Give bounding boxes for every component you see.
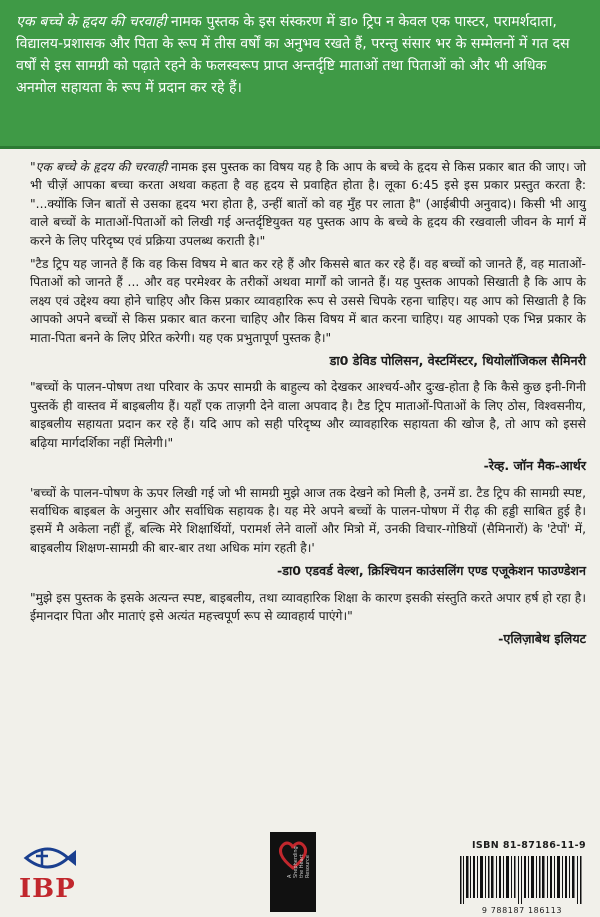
- isbn: ISBN 81-87186-11-9: [471, 840, 586, 851]
- quote-1: "एक बच्चे के हृदय की चरवाही नामक इस पुस्तक का विषय यह है कि आप के बच्चे के हृदय से किस प्रकार बात की जाए। जो भी चीज़ें आपका बच्चा करता अथवा कहता है वह हृदय से प्रवाहित होता है। लूका 6:45 इसे इस प्रकार प्रस्तुत करता है: "...क्योंकि जिन बातों से उसका हृदय भरा होता है, उन्हीं बातों को वह मुँह पर लाता है" (आईबीपी अनुवाद)। किसी भी आयु वाले बच्चों के माताओं-पिताओं को लिखी गई अन्तर्दृष्टियुक्त यह पुस्तक आप के बच्चे के हृदय की रखवाली जीवन के मार्ग में करने के लिए परिदृष्य एवं प्रक्रिया उपलब्ध कराती है।": [30, 160, 587, 248]
- emblem-label: A Shepherding the Heart Resource: [287, 846, 311, 878]
- quote-3: "बच्चों के पालन-पोषण तथा परिवार के ऊपर सामग्री के बाहुल्य को देखकर आश्चर्य-और दुःख-होता है कि कैसे कुछ इनी-गिनी पुस्तकें ही वास्तव में बाइबलीय हैं। यहाँ एक ताज़गी देने वाला अपवाद है। टैड ट्रिप माताओं-पिताओं के लिए ठोस, विश्वसनीय, बाइबलीय सहायता प्रदान कर रहे हैं। यदि आप को सही परिदृष्य और व्यावहारिक सहायता की खोज है, तो आप को इससे बढ़िया मार्गदर्शिका नहीं मिलेगी।": [30, 380, 586, 450]
- quote-4-text: बच्चों के पालन-पोषण के ऊपर लिखी गई जो भी सामग्री मुझे आज तक देखने को मिली है, उनमें डा. टैड ट्रिप की सामग्री स्पष्ट, सर्वाधिक बाइबल के अनुसार और सर्वाधिक सहायक है। यह मेरे अपने बच्चों के पालन-पोषण में रीढ़ की हड्डी साबित हुई है। इसमें मै अकेला नहीं हूँ, बल्कि मेरे शिक्षार्थियों, परामर्श लेने वालों और मित्रो में, उनकी विचार-गोष्ठियों (सैमिनारों) के 'टेपों' में, बाइबलीय शिक्षण-सामग्री की बार-बार तथा अधिक मांग रहती है।': [30, 485, 586, 555]
- quote-2: "टैड ट्रिप यह जानते हैं कि वह किस विषय मे बात कर रहे हैं और किससे बात कर रहे हैं। वह बच्चों को जानते हैं, वह माताओं-पिताओं को जानते हैं ... और वह परमेश्वर के तरीकों अथवा मार्गों को जानते हैं। यह पुस्तक आपको सिखाती है कि आप के लक्ष्य एवं उद्देश्य क्या होने चाहिए और किस प्रकार व्यावहारिक रूप से उससे चिपके रहना चाहिए। यह आप को सिखाती है कि आपको अपने बच्चों से किस प्रकार बात करना चाहिए और किस विषय में बात करना चाहिए। यह आपको एक भिन्न प्रकार के माता-पिता बनने के लिए प्रेरित करेगी। यह एक प्रभुतापूर्ण पुस्तक है।": [30, 257, 586, 345]
- cover-footer: [0, 826, 600, 917]
- quote-4-attribution: -डा0 एडवर्ड वेल्श, क्रिश्चियन काउंसलिंग एण्ड एजूकेशन फाउण्डेशन: [277, 563, 586, 579]
- banner-text: नामक पुस्तक के इस संस्करण में डा० ट्रिप न केवल एक पास्टर, परामर्शदाता, विद्यालय-प्रशासक और पिता के रूप में तीस वर्षों का अनुभव रखते हैं, परन्तु संसार भर के सम्मेलनों में गत दस वर्षों से इस सामग्री को पढ़ाते रहने के फलस्वरूप प्राप्त अन्तर्दृष्टि माताओं तथा पिताओं को और भी अधिक अनमोल सहायता के रूप में प्रदान कर रहे हैं।: [16, 14, 570, 96]
- banner-book-title: एक बच्चे के हृदय की चरवाही: [16, 14, 167, 30]
- quote-3-attribution: -रेव्ह. जॉन मैक-आर्थर: [483, 458, 586, 474]
- quote-2-attribution: डा0 डेविड पोलिसन, वेस्टमिंस्टर, थियोलॉजिकल सैमिनरी: [329, 353, 586, 369]
- quote-1-text: नामक इस पुस्तक का विषय यह है कि आप के बच्चे के हृदय से किस प्रकार बात की जाए। जो भी चीज़ें आपका बच्चा करता अथवा कहता है वह हृदय से प्रवाहित होता है। लूका 6:45 इसे इस प्रकार प्रस्तुत करता है: "...क्योंकि जिन बातों से उसका हृदय भरा होता है, उन्हीं बातों को वह मुँह पर लाता है" (आईबीपी अनुवाद)। किसी भी आयु वाले बच्चों के माताओं-पिताओं को लिखी गई अन्तर्दृष्टियुक्त यह पुस्तक आप के बच्चे के हृदय की रखवाली जीवन के मार्ग में करने के लिए परिदृष्य एवं प्रक्रिया उपलब्ध कराती है।": [30, 160, 587, 248]
- endorsements: [0, 158, 600, 657]
- quote-3-text: बच्चों के पालन-पोषण तथा परिवार के ऊपर सामग्री के बाहुल्य को देखकर आश्चर्य-और दुःख-होता है कि कैसे कुछ इनी-गिनी पुस्तकें ही वास्तव में बाइबलीय हैं। यहाँ एक ताज़गी देने वाला अपवाद है। टैड ट्रिप माताओं-पिताओं के लिए ठोस, विश्वसनीय, बाइबलीय सहायता प्रदान कर रहे हैं। यदि आप को सही परिदृष्य और व्यावहारिक सहायता की खोज है, तो आप को इससे बढ़िया मार्गदर्शिका नहीं मिलेगी।": [30, 380, 586, 450]
- banner-divider: [0, 146, 600, 149]
- green-banner: [0, 0, 600, 146]
- barcode-number: 9 788187 186113: [481, 906, 563, 915]
- quote-5: "मुझे इस पुस्तक के इसके अत्यन्त स्पष्ट, बाइबलीय, तथा व्यावहारिक शिक्षा के कारण इसकी संस्तुति करते अपार हर्ष हो रहा है। ईमानदार पिता और माताएं इसे अत्यंत महत्त्वपूर्ण रूप से व्यावहार्य पाएंगे।": [30, 590, 586, 623]
- quote-2-text: टैड ट्रिप यह जानते हैं कि वह किस विषय मे बात कर रहे हैं और किससे बात कर रहे हैं। वह बच्चों को जानते हैं, वह माताओं-पिताओं को जानते हैं ... और वह परमेश्वर के तरीकों अथवा मार्गों को जानते हैं। यह पुस्तक आपको सिखाती है कि आप के लक्ष्य एवं उद्देश्य क्या होने चाहिए और किस प्रकार व्यावहारिक रूप से उससे चिपके रहना चाहिए। यह आप को सिखाती है कि आपको अपने बच्चों से किस प्रकार बात करना चाहिए और किस विषय में बात करना चाहिए। यह आपको एक भिन्न प्रकार के माता-पिता बनने के लिए प्रेरित करेगी। यह एक प्रभुतापूर्ण पुस्तक है।": [30, 257, 586, 345]
- barcode: [458, 856, 586, 904]
- quote-5-text: मुझे इस पुस्तक के इसके अत्यन्त स्पष्ट, बाइबलीय, तथा व्यावहारिक शिक्षा के कारण इसकी संस्तुति करते अपार हर्ष हो रहा है। ईमानदार पिता और माताएं इसे अत्यंत महत्त्वपूर्ण रूप से व्यावहार्य पाएंगे।": [30, 590, 586, 623]
- publisher-logo: IBP: [19, 874, 76, 904]
- quote-1-book-title: एक बच्चे के हृदय की चरवाही: [35, 160, 167, 174]
- quote-5-attribution: -एलिज़ाबेथ इलियट: [498, 631, 586, 647]
- quote-4: 'बच्चों के पालन-पोषण के ऊपर लिखी गई जो भी सामग्री मुझे आज तक देखने को मिली है, उनमें डा. टैड ट्रिप की सामग्री स्पष्ट, सर्वाधिक बाइबल के अनुसार और सर्वाधिक सहायक है। यह मेरे अपने बच्चों के पालन-पोषण में रीढ़ की हड्डी साबित हुई है। इसमें मै अकेला नहीं हूँ, बल्कि मेरे शिक्षार्थियों, परामर्श लेने वालों और मित्रो में, उनकी विचार-गोष्ठियों (सैमिनारों) के 'टेपों' में, बाइबलीय शिक्षण-सामग्री की बार-बार तथा अधिक मांग रहती है।': [30, 485, 586, 555]
